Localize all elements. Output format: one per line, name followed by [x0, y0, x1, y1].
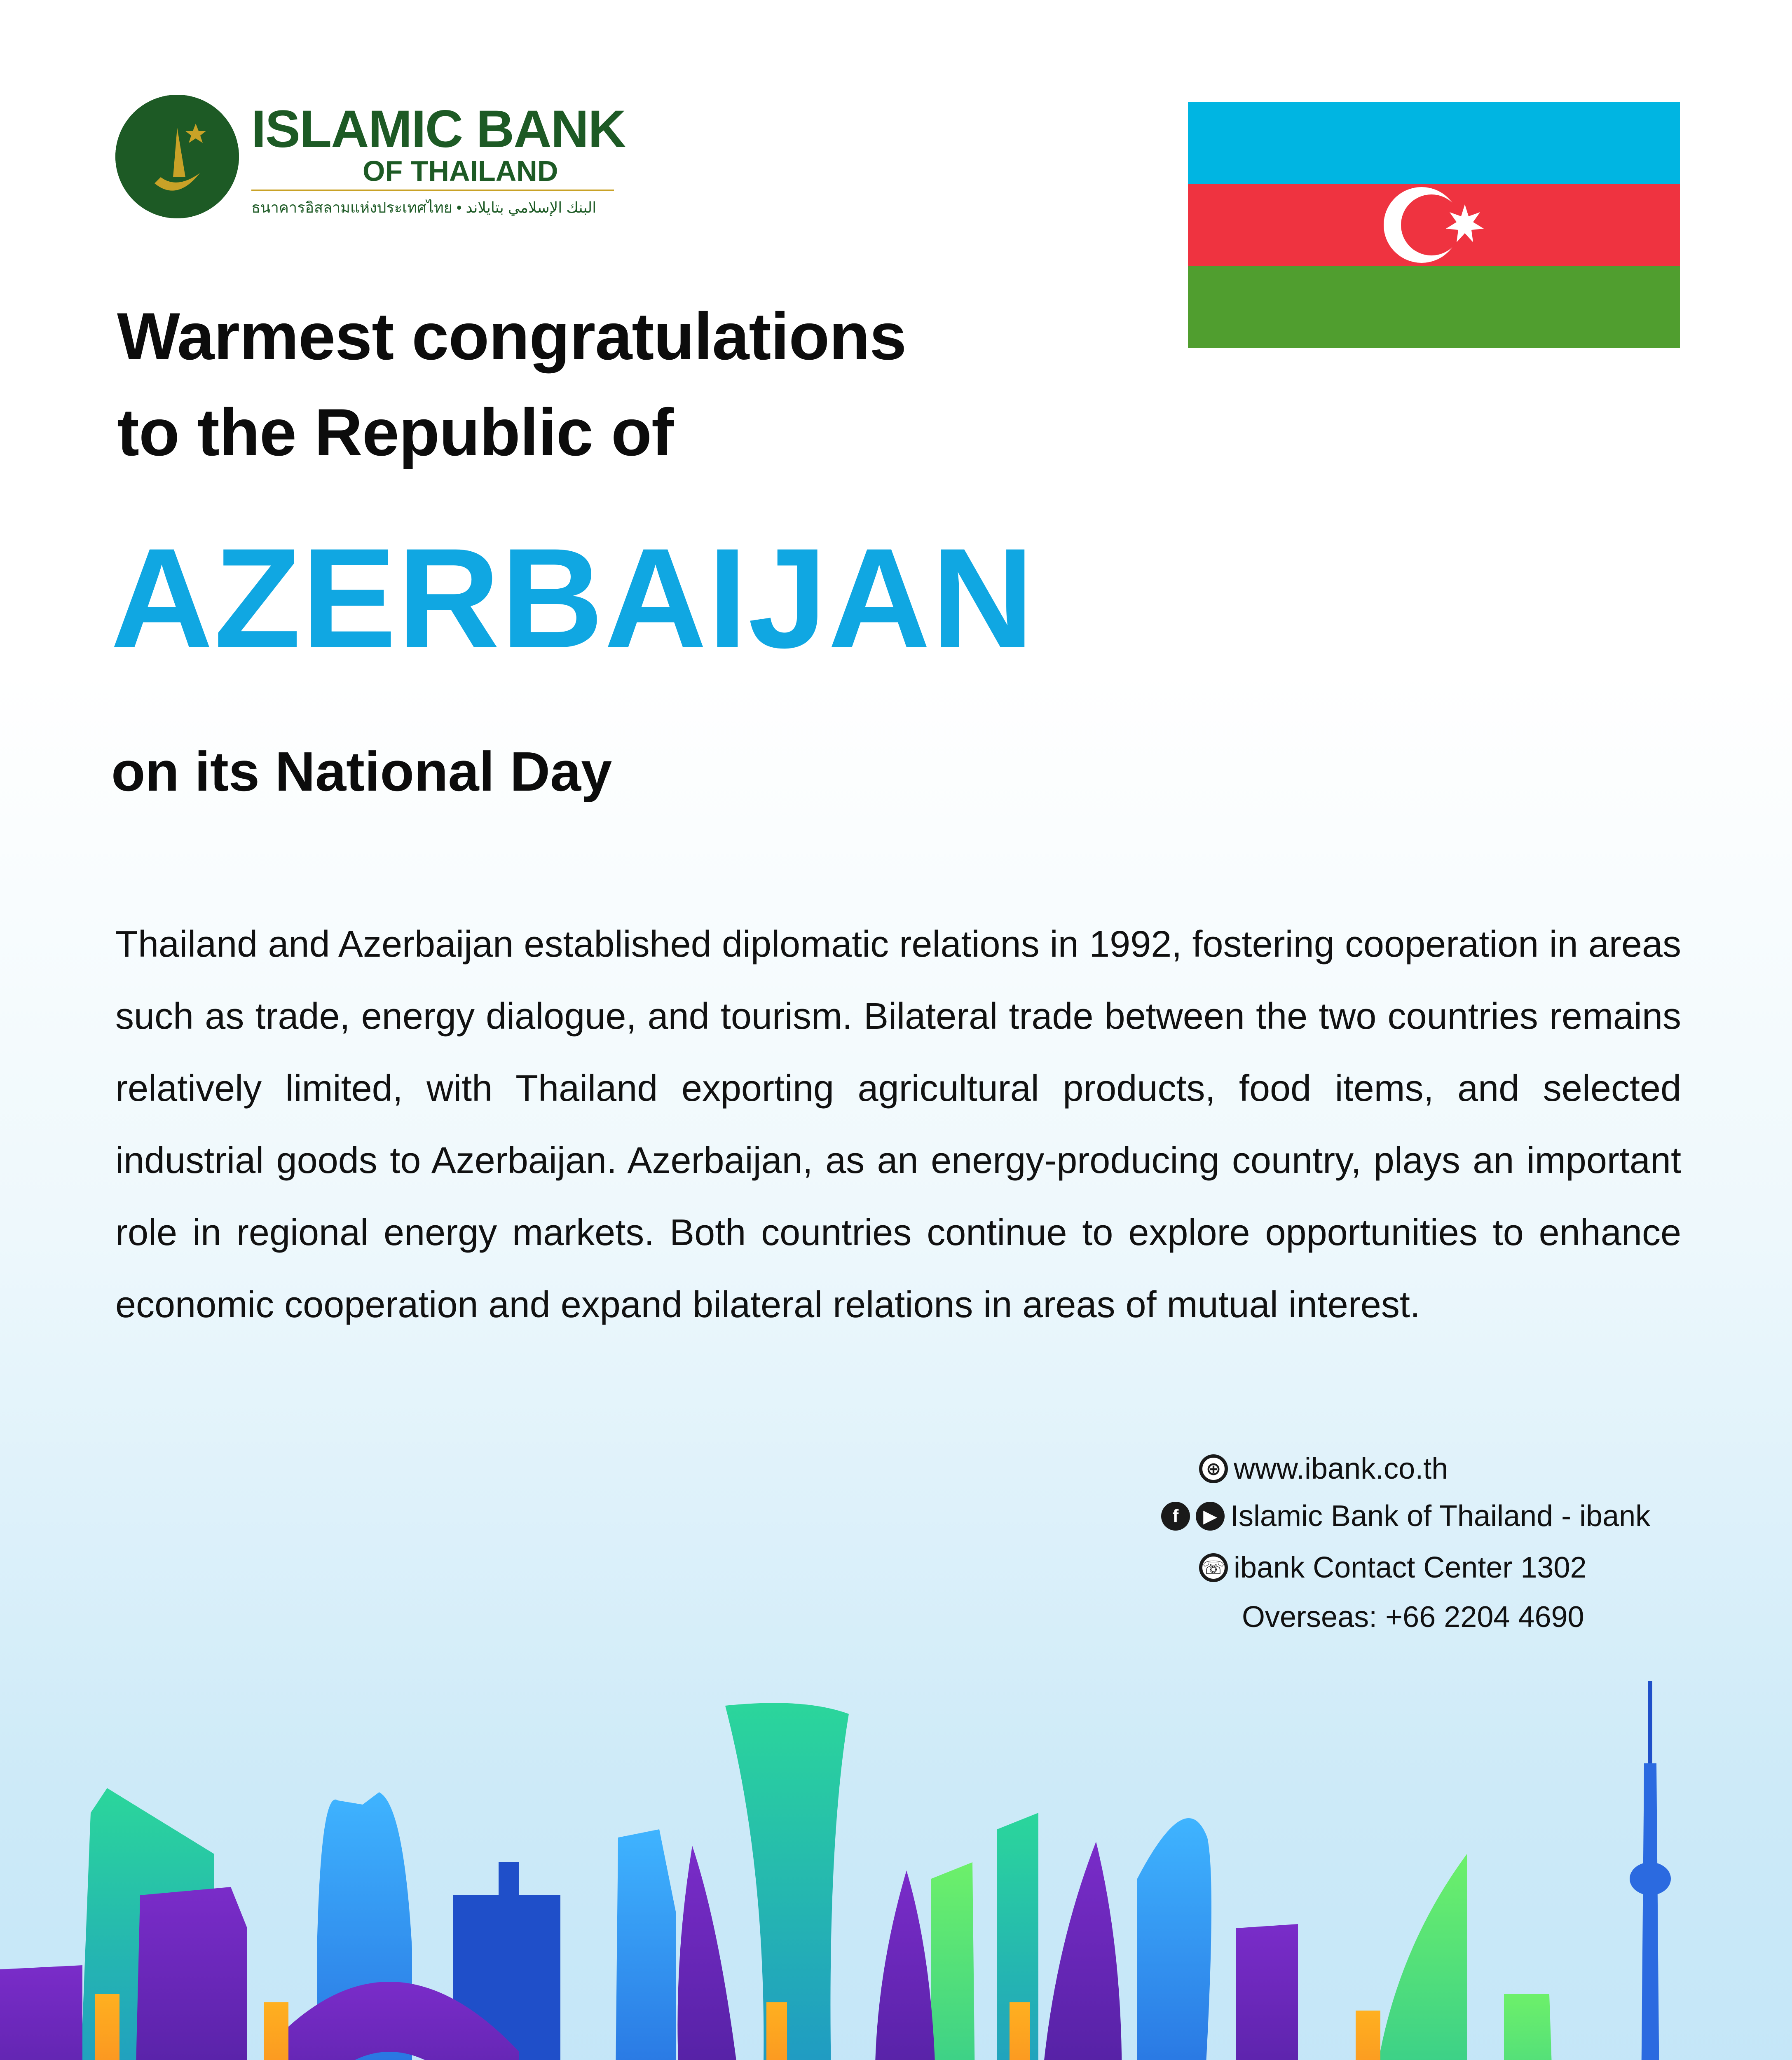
contact-center-row[interactable]: [1199, 1549, 1587, 1586]
website-row[interactable]: [1199, 1450, 1448, 1487]
logo-name: ISLAMIC BANK: [251, 100, 625, 159]
logo-subname: OF THAILAND: [363, 155, 558, 187]
logo-tagline: ธนาคารอิสลามแห่งประเทศไทย • البنك الإسلامي بتايلاند: [251, 199, 597, 216]
overseas-text: Overseas: +66 2204 4690: [1242, 1601, 1584, 1634]
occasion-line: on its National Day: [111, 740, 612, 803]
youtube-icon: ▶: [1196, 1502, 1225, 1531]
overseas-row: [1242, 1599, 1584, 1636]
social-text[interactable]: Islamic Bank of Thailand - ibank: [1230, 1500, 1651, 1533]
headline-line-2: to the Republic of: [117, 395, 673, 470]
phone-24-icon: ☏: [1199, 1553, 1228, 1582]
headline: [117, 288, 906, 481]
body-paragraph: Thailand and Azerbaijan established diplomatic relations in 1992, fostering cooperation in areas such as trade, energy dialogue, and tourism. Bilateral trade between the two countries remains relatively limited, with Thailand exporting agricultural products, food items, and selected industrial goods to Azerbaijan. Azerbaijan, as an energy-producing country, plays an important role in regional energy markets. Both countries continue to explore opportunities to enhance economic cooperation and expand bilateral relations in areas of mutual interest.: [115, 924, 1681, 1325]
crescent-logo-icon: [115, 95, 239, 218]
social-row[interactable]: [1161, 1498, 1650, 1535]
baku-skyline-illustration: [0, 1681, 1792, 2060]
contact-center-text[interactable]: ibank Contact Center 1302: [1234, 1551, 1587, 1584]
logo-divider: [251, 190, 614, 191]
country-name: AZERBAIJAN: [110, 519, 1035, 678]
azerbaijan-flag: [1188, 102, 1680, 348]
headline-line-1: Warmest congratulations: [117, 299, 907, 374]
globe-icon: ⊕: [1199, 1454, 1228, 1483]
facebook-icon: f: [1161, 1502, 1190, 1531]
website-link[interactable]: www.ibank.co.th: [1234, 1452, 1448, 1485]
bank-logo: [115, 95, 625, 218]
